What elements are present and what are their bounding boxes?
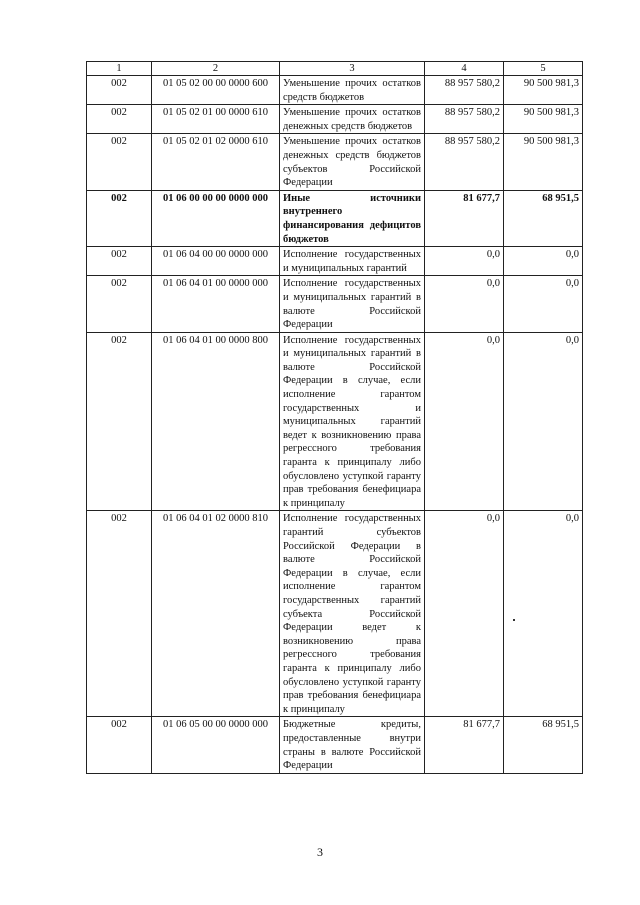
- amount-year-2-cell: 0,0: [504, 276, 583, 332]
- amount-year-2-cell: 0,0: [504, 511, 583, 717]
- amount-year-1-cell: 0,0: [425, 247, 504, 276]
- admin-code-cell: 002: [87, 134, 152, 190]
- admin-code-cell: 002: [87, 247, 152, 276]
- table-row: [87, 276, 583, 332]
- table-row: [87, 76, 583, 105]
- amount-year-2-cell: 0,0: [504, 332, 583, 511]
- source-name-cell: Уменьшение прочих остатков средств бюджетов: [280, 76, 425, 105]
- amount-year-1-cell: 0,0: [425, 332, 504, 511]
- table-header-row: [87, 62, 583, 76]
- budget-code-cell: 01 06 04 01 00 0000 000: [152, 276, 280, 332]
- budget-code-cell: 01 05 02 01 02 0000 610: [152, 134, 280, 190]
- column-header-5: 5: [504, 62, 583, 76]
- scan-speck: [513, 619, 515, 621]
- amount-year-1-cell: 0,0: [425, 511, 504, 717]
- table-row: [87, 190, 583, 246]
- admin-code-cell: 002: [87, 332, 152, 511]
- source-name-cell: Уменьшение прочих остатков денежных средств бюджетов субъектов Российской Федерации: [280, 134, 425, 190]
- amount-year-1-cell: 81 677,7: [425, 717, 504, 773]
- column-header-1: 1: [87, 62, 152, 76]
- admin-code-cell: 002: [87, 511, 152, 717]
- amount-year-2-cell: 68 951,5: [504, 717, 583, 773]
- amount-year-1-cell: 88 957 580,2: [425, 105, 504, 134]
- table-row: [87, 105, 583, 134]
- column-header-3: 3: [280, 62, 425, 76]
- table-row: [87, 511, 583, 717]
- column-header-4: 4: [425, 62, 504, 76]
- source-name-cell: Исполнение государственных и муниципальных гарантий в валюте Российской Федерации в случае, если исполнение гарантом государственных и муниципальных гарантий ведет к возникновению права регрессного требования гаранта к принципалу либо обусловлено уступкой гаранту прав требования бенефициара к принципалу: [280, 332, 425, 511]
- table-row: [87, 134, 583, 190]
- amount-year-2-cell: 68 951,5: [504, 190, 583, 246]
- budget-code-cell: 01 06 05 00 00 0000 000: [152, 717, 280, 773]
- admin-code-cell: 002: [87, 717, 152, 773]
- budget-sources-table: [86, 61, 583, 774]
- budget-code-cell: 01 06 04 00 00 0000 000: [152, 247, 280, 276]
- page-number: 3: [317, 845, 323, 859]
- source-name-cell: Уменьшение прочих остатков денежных средств бюджетов: [280, 105, 425, 134]
- column-header-2: 2: [152, 62, 280, 76]
- amount-year-2-cell: 90 500 981,3: [504, 105, 583, 134]
- budget-code-cell: 01 05 02 01 00 0000 610: [152, 105, 280, 134]
- budget-code-cell: 01 06 04 01 02 0000 810: [152, 511, 280, 717]
- source-name-cell: Иные источники внутреннего финансирования дефицитов бюджетов: [280, 190, 425, 246]
- budget-code-cell: 01 06 00 00 00 0000 000: [152, 190, 280, 246]
- amount-year-2-cell: 90 500 981,3: [504, 134, 583, 190]
- amount-year-1-cell: 88 957 580,2: [425, 76, 504, 105]
- source-name-cell: Исполнение государственных и муниципальных гарантий: [280, 247, 425, 276]
- source-name-cell: Исполнение государственных и муниципальных гарантий в валюте Российской Федерации: [280, 276, 425, 332]
- source-name-cell: Бюджетные кредиты, предоставленные внутри страны в валюте Российской Федерации: [280, 717, 425, 773]
- admin-code-cell: 002: [87, 190, 152, 246]
- amount-year-1-cell: 81 677,7: [425, 190, 504, 246]
- table-row: [87, 247, 583, 276]
- admin-code-cell: 002: [87, 276, 152, 332]
- amount-year-1-cell: 0,0: [425, 276, 504, 332]
- admin-code-cell: 002: [87, 76, 152, 105]
- source-name-cell: Исполнение государственных гарантий субъектов Российской Федерации в валюте Российской Федерации в случае, если исполнение гарантом государственных гарантий субъекта Российской Федерации ведет к возникновению права регрессного требования гаранта к принципалу либо обусловлено уступкой гаранту прав требования бенефициара к принципалу: [280, 511, 425, 717]
- budget-code-cell: 01 06 04 01 00 0000 800: [152, 332, 280, 511]
- budget-code-cell: 01 05 02 00 00 0000 600: [152, 76, 280, 105]
- table-row: [87, 717, 583, 773]
- admin-code-cell: 002: [87, 105, 152, 134]
- amount-year-1-cell: 88 957 580,2: [425, 134, 504, 190]
- amount-year-2-cell: 90 500 981,3: [504, 76, 583, 105]
- table-body: [87, 76, 583, 774]
- amount-year-2-cell: 0,0: [504, 247, 583, 276]
- table-row: [87, 332, 583, 511]
